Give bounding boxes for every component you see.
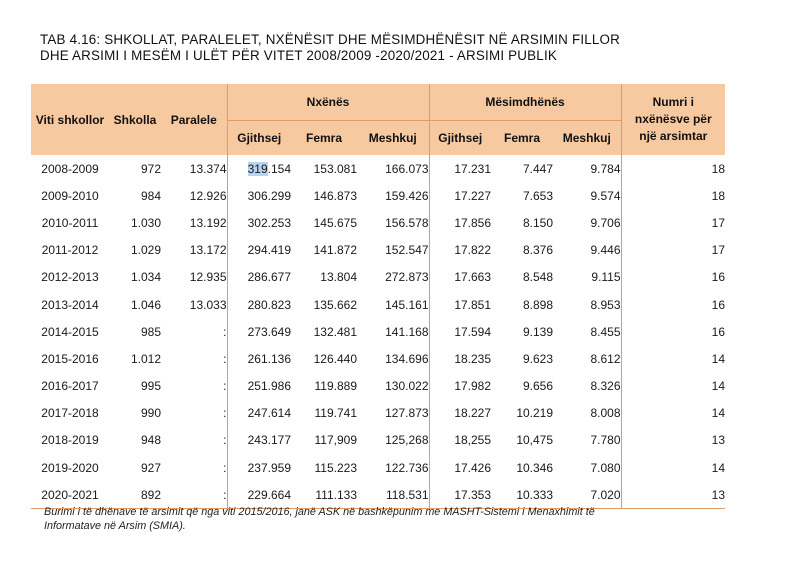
table-row [31, 400, 725, 427]
cell-classes: 13.033 [189, 297, 227, 312]
cell-teachers-total: 18,255 [429, 427, 491, 454]
header-classes: Paralele [161, 84, 227, 155]
table-row [31, 318, 725, 345]
cell-classes: 13.374 [189, 161, 227, 176]
cell-students-male: 156.578 [385, 215, 429, 230]
cell-schools: 990 [140, 406, 161, 421]
cell-teachers-female: 7.447 [522, 161, 554, 176]
cell-year: 2008-2009 [41, 161, 99, 176]
cell-students-total: 286.677 [227, 264, 291, 291]
cell-students-male: 118.531 [357, 481, 429, 509]
cell-schools: 892 [109, 481, 161, 509]
cell-teachers-male: 8.612 [590, 351, 621, 366]
cell-schools: 985 [140, 324, 161, 339]
cell-teachers-male: 8.455 [590, 324, 621, 339]
title-line-2: DHE ARSIMI I MESËM I ULËT PËR VITET 2008/2009 -2020/2021 - ARSIMI PUBLIK [40, 48, 558, 63]
cell-schools: 984 [140, 188, 161, 203]
cell-year: 2013-2014 [41, 297, 99, 312]
cell-teachers-male: 7.080 [590, 460, 621, 475]
cell-students-male: 141.168 [385, 324, 429, 339]
cell-students-male: 272.873 [385, 270, 429, 285]
cell-students-female: 132.481 [313, 324, 357, 339]
cell-classes: : [223, 406, 227, 421]
cell-students-female: 153.081 [313, 161, 357, 176]
cell-teachers-total: 17.426 [429, 454, 491, 481]
source-note-line-2: Informatave në Arsim (SMIA). [44, 519, 186, 532]
cell-students-female: 146.873 [313, 188, 357, 203]
cell-teachers-female: 8.150 [522, 215, 554, 230]
cell-students-male: 122.736 [385, 460, 429, 475]
cell-ratio: 13 [621, 481, 725, 509]
cell-year: 2018-2019 [41, 433, 99, 448]
cell-text: .154 [267, 161, 291, 176]
cell-students-female: 145.675 [313, 215, 357, 230]
cell-students-total: 243.177 [227, 427, 291, 454]
header-students-male: Meshkuj [357, 121, 429, 156]
cell-teachers-female: 9.656 [522, 379, 554, 394]
cell-classes: 13.192 [189, 215, 227, 230]
cell-teachers-male: 9.784 [590, 161, 621, 176]
table-title [40, 32, 740, 64]
table-row [31, 481, 725, 509]
cell-classes: 12.935 [189, 270, 227, 285]
cell-classes: : [161, 481, 227, 509]
cell-year: 2016-2017 [41, 379, 99, 394]
header-ratio [621, 84, 725, 155]
table-row [31, 182, 725, 209]
cell-teachers-male: 7.020 [553, 481, 621, 509]
cell-students-total: 229.664 [227, 481, 291, 509]
cell-ratio: 16 [621, 291, 725, 318]
cell-ratio: 14 [621, 345, 725, 372]
cell-students-female: 141.872 [313, 243, 357, 258]
cell-students-total: 302.253 [227, 209, 291, 236]
header-teachers: Mësimdhënës [429, 84, 621, 121]
cell-schools: 1.034 [130, 270, 161, 285]
cell-students-total[interactable] [227, 155, 291, 182]
cell-students-male: 145.161 [385, 297, 429, 312]
cell-students-female: 126.440 [313, 351, 357, 366]
cell-teachers-total: 17.982 [429, 373, 491, 400]
header-teachers-male: Meshkuj [553, 121, 621, 156]
table-row [31, 454, 725, 481]
cell-students-total: 273.649 [227, 318, 291, 345]
header-teachers-female: Femra [491, 121, 553, 156]
cell-ratio: 16 [621, 318, 725, 345]
cell-ratio: 18 [621, 155, 725, 182]
cell-teachers-male: 7.780 [590, 433, 621, 448]
cell-classes: : [223, 379, 227, 394]
cell-teachers-female: 9.139 [522, 324, 554, 339]
cell-students-male: 159.426 [385, 188, 429, 203]
title-line-1: TAB 4.16: SHKOLLAT, PARALELET, NXËNËSIT DHE MËSIMDHËNËSIT NË ARSIMIN FILLOR [40, 32, 621, 47]
cell-classes: : [223, 324, 227, 339]
source-note-line-1: Burimi i të dhënave të arsimit që nga viti 2015/2016, janë ASK në bashkëpunim me MASHT-Sistemi i Menaxhimit të [44, 506, 595, 518]
header-students-female: Femra [291, 121, 357, 156]
cell-ratio: 14 [621, 373, 725, 400]
cell-students-female: 119.889 [314, 379, 357, 394]
cell-teachers-female: 9.623 [522, 351, 554, 366]
cell-ratio: 18 [621, 182, 725, 209]
cell-year: 2020-2021 [31, 481, 109, 509]
table-row [31, 155, 725, 182]
cell-teachers-total: 18.235 [429, 345, 491, 372]
cell-ratio: 17 [621, 237, 725, 264]
cell-teachers-female: 10.219 [516, 406, 554, 421]
cell-teachers-male: 8.326 [590, 379, 621, 394]
header-ratio-line-3: një arsimtar [639, 129, 708, 143]
cell-schools: 1.012 [130, 351, 161, 366]
source-note [44, 506, 734, 533]
header-students: Nxënës [227, 84, 429, 121]
cell-teachers-total: 18.227 [429, 400, 491, 427]
cell-ratio: 14 [621, 454, 725, 481]
cell-ratio: 14 [621, 400, 725, 427]
header-year: Viti shkollor [31, 84, 109, 155]
cell-year: 2012-2013 [41, 270, 99, 285]
cell-students-total: 261.136 [227, 345, 291, 372]
cell-classes: 13.172 [189, 243, 227, 258]
cell-teachers-total: 17.594 [429, 318, 491, 345]
cell-year: 2015-2016 [41, 351, 99, 366]
cell-ratio: 17 [621, 209, 725, 236]
cell-teachers-female: 10,475 [516, 433, 554, 448]
cell-teachers-female: 10.346 [516, 460, 554, 475]
cell-students-female: 135.662 [313, 297, 357, 312]
cell-teachers-total: 17.353 [429, 481, 491, 509]
cell-teachers-total: 17.663 [429, 264, 491, 291]
cell-teachers-total: 17.822 [429, 237, 491, 264]
cell-teachers-total: 17.231 [429, 155, 491, 182]
cell-students-total: 280.823 [227, 291, 291, 318]
cell-teachers-female: 8.898 [522, 297, 554, 312]
cell-schools: 1.030 [130, 215, 161, 230]
cell-year: 2014-2015 [41, 324, 99, 339]
cell-teachers-male: 9.446 [590, 243, 621, 258]
cell-teachers-total: 17.851 [429, 291, 491, 318]
cell-students-male: 125,268 [385, 433, 429, 448]
cell-students-female: 13.804 [320, 270, 357, 285]
cell-teachers-female: 8.376 [522, 243, 554, 258]
cell-classes: : [223, 433, 227, 448]
cell-year: 2011-2012 [41, 243, 99, 258]
cell-students-female: 111.133 [291, 481, 357, 509]
cell-students-female: 117,909 [314, 433, 357, 448]
table-row [31, 237, 725, 264]
cell-schools: 1.029 [130, 243, 161, 258]
cell-teachers-female: 7.653 [522, 188, 554, 203]
cell-teachers-male: 9.115 [591, 270, 621, 285]
table-row [31, 291, 725, 318]
header-ratio-line-2: nxënësve për [634, 112, 712, 126]
cell-schools: 972 [140, 161, 161, 176]
cell-schools: 1.046 [130, 297, 161, 312]
cell-students-male: 127.873 [385, 406, 429, 421]
table-row [31, 209, 725, 236]
cell-teachers-female: 10.333 [491, 481, 553, 509]
cell-students-total: 247.614 [227, 400, 291, 427]
cell-year: 2010-2011 [41, 215, 99, 230]
cell-teachers-male: 8.008 [590, 406, 621, 421]
cell-year: 2019-2020 [41, 460, 99, 475]
header-ratio-line-1: Numri i [652, 95, 694, 109]
cell-teachers-male: 8.953 [590, 297, 621, 312]
cell-year: 2009-2010 [41, 188, 99, 203]
header-students-total: Gjithsej [227, 121, 291, 156]
cell-students-total: 306.299 [227, 182, 291, 209]
header-schools: Shkolla [109, 84, 161, 155]
cell-students-total: 237.959 [227, 454, 291, 481]
header-teachers-total: Gjithsej [429, 121, 491, 156]
cell-students-female: 119.741 [314, 406, 357, 421]
cell-teachers-total: 17.856 [429, 209, 491, 236]
cell-ratio: 13 [621, 427, 725, 454]
table-row [31, 373, 725, 400]
cell-teachers-male: 9.574 [590, 188, 621, 203]
cell-students-male: 134.696 [385, 351, 429, 366]
cell-students-male: 130.022 [385, 379, 429, 394]
cell-classes: : [223, 460, 227, 475]
cell-year: 2017-2018 [41, 406, 99, 421]
cell-schools: 927 [140, 460, 161, 475]
cell-ratio: 16 [621, 264, 725, 291]
cell-schools: 948 [140, 433, 161, 448]
selected-text[interactable]: 319 [247, 161, 268, 176]
table-row [31, 264, 725, 291]
cell-students-total: 251.986 [227, 373, 291, 400]
education-table [31, 84, 725, 509]
cell-students-female: 115.223 [314, 460, 357, 475]
cell-teachers-female: 8.548 [522, 270, 554, 285]
cell-classes: : [223, 351, 227, 366]
cell-students-male: 166.073 [385, 161, 429, 176]
cell-teachers-total: 17.227 [429, 182, 491, 209]
cell-students-male: 152.547 [385, 243, 429, 258]
table-row [31, 427, 725, 454]
cell-students-total: 294.419 [227, 237, 291, 264]
table-row [31, 345, 725, 372]
cell-classes: 12.926 [189, 188, 227, 203]
cell-schools: 995 [140, 379, 161, 394]
cell-teachers-male: 9.706 [590, 215, 621, 230]
